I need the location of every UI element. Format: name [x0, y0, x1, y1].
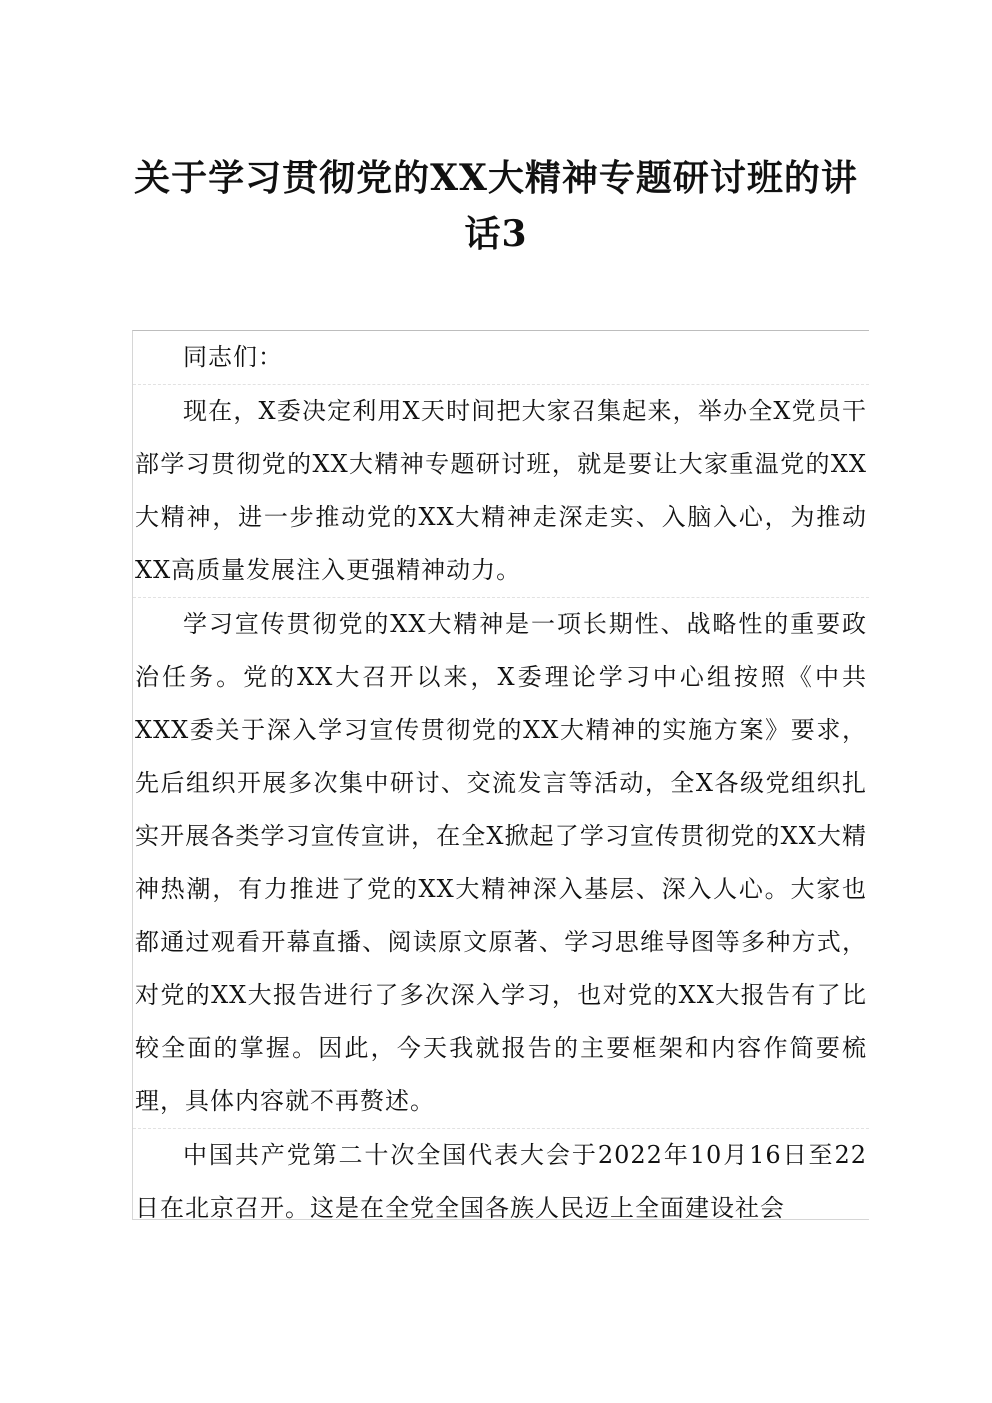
paragraph-2: 学习宣传贯彻党的XX大精神是一项长期性、战略性的重要政治任务。党的XX大召开以来，X委理论学习中心组按照《中共XXX委关于深入学习宣传贯彻党的XX大精神的实施方案》要求，先后组织开展多次集中研讨、交流发言等活动，全X各级党组织扎实开展各类学习宣传宣讲，在全X掀起了学习宣传贯彻党的XX大精神热潮，有力推进了党的XX大精神深入基层、深入人心。大家也都通过观看开幕直播、阅读原文原著、学习思维导图等多种方式，对党的XX大报告进行了多次深入学习，也对党的XX大报告有了比较全面的掌握。因此，今天我就报告的主要框架和内容作简要梳理，具体内容就不再赘述。: [133, 598, 869, 1129]
document-title: 关于学习贯彻党的XX大精神专题研讨班的讲话3: [134, 157, 858, 255]
document-body: [132, 330, 869, 1220]
paragraph-3: 中国共产党第二十次全国代表大会于2022年10月16日至22日在北京召开。这是在全党全国各族人民迈上全面建设社会: [135, 1141, 867, 1220]
paragraph-salutation: 同志们：: [133, 331, 869, 385]
paragraph-1: 现在，X委决定利用X天时间把大家召集起来，举办全X党员干部学习贯彻党的XX大精神专题研讨班，就是要让大家重温党的XX大精神，进一步推动党的XX大精神走深走实、入脑入心，为推动XX高质量发展注入更强精神动力。: [133, 385, 869, 598]
